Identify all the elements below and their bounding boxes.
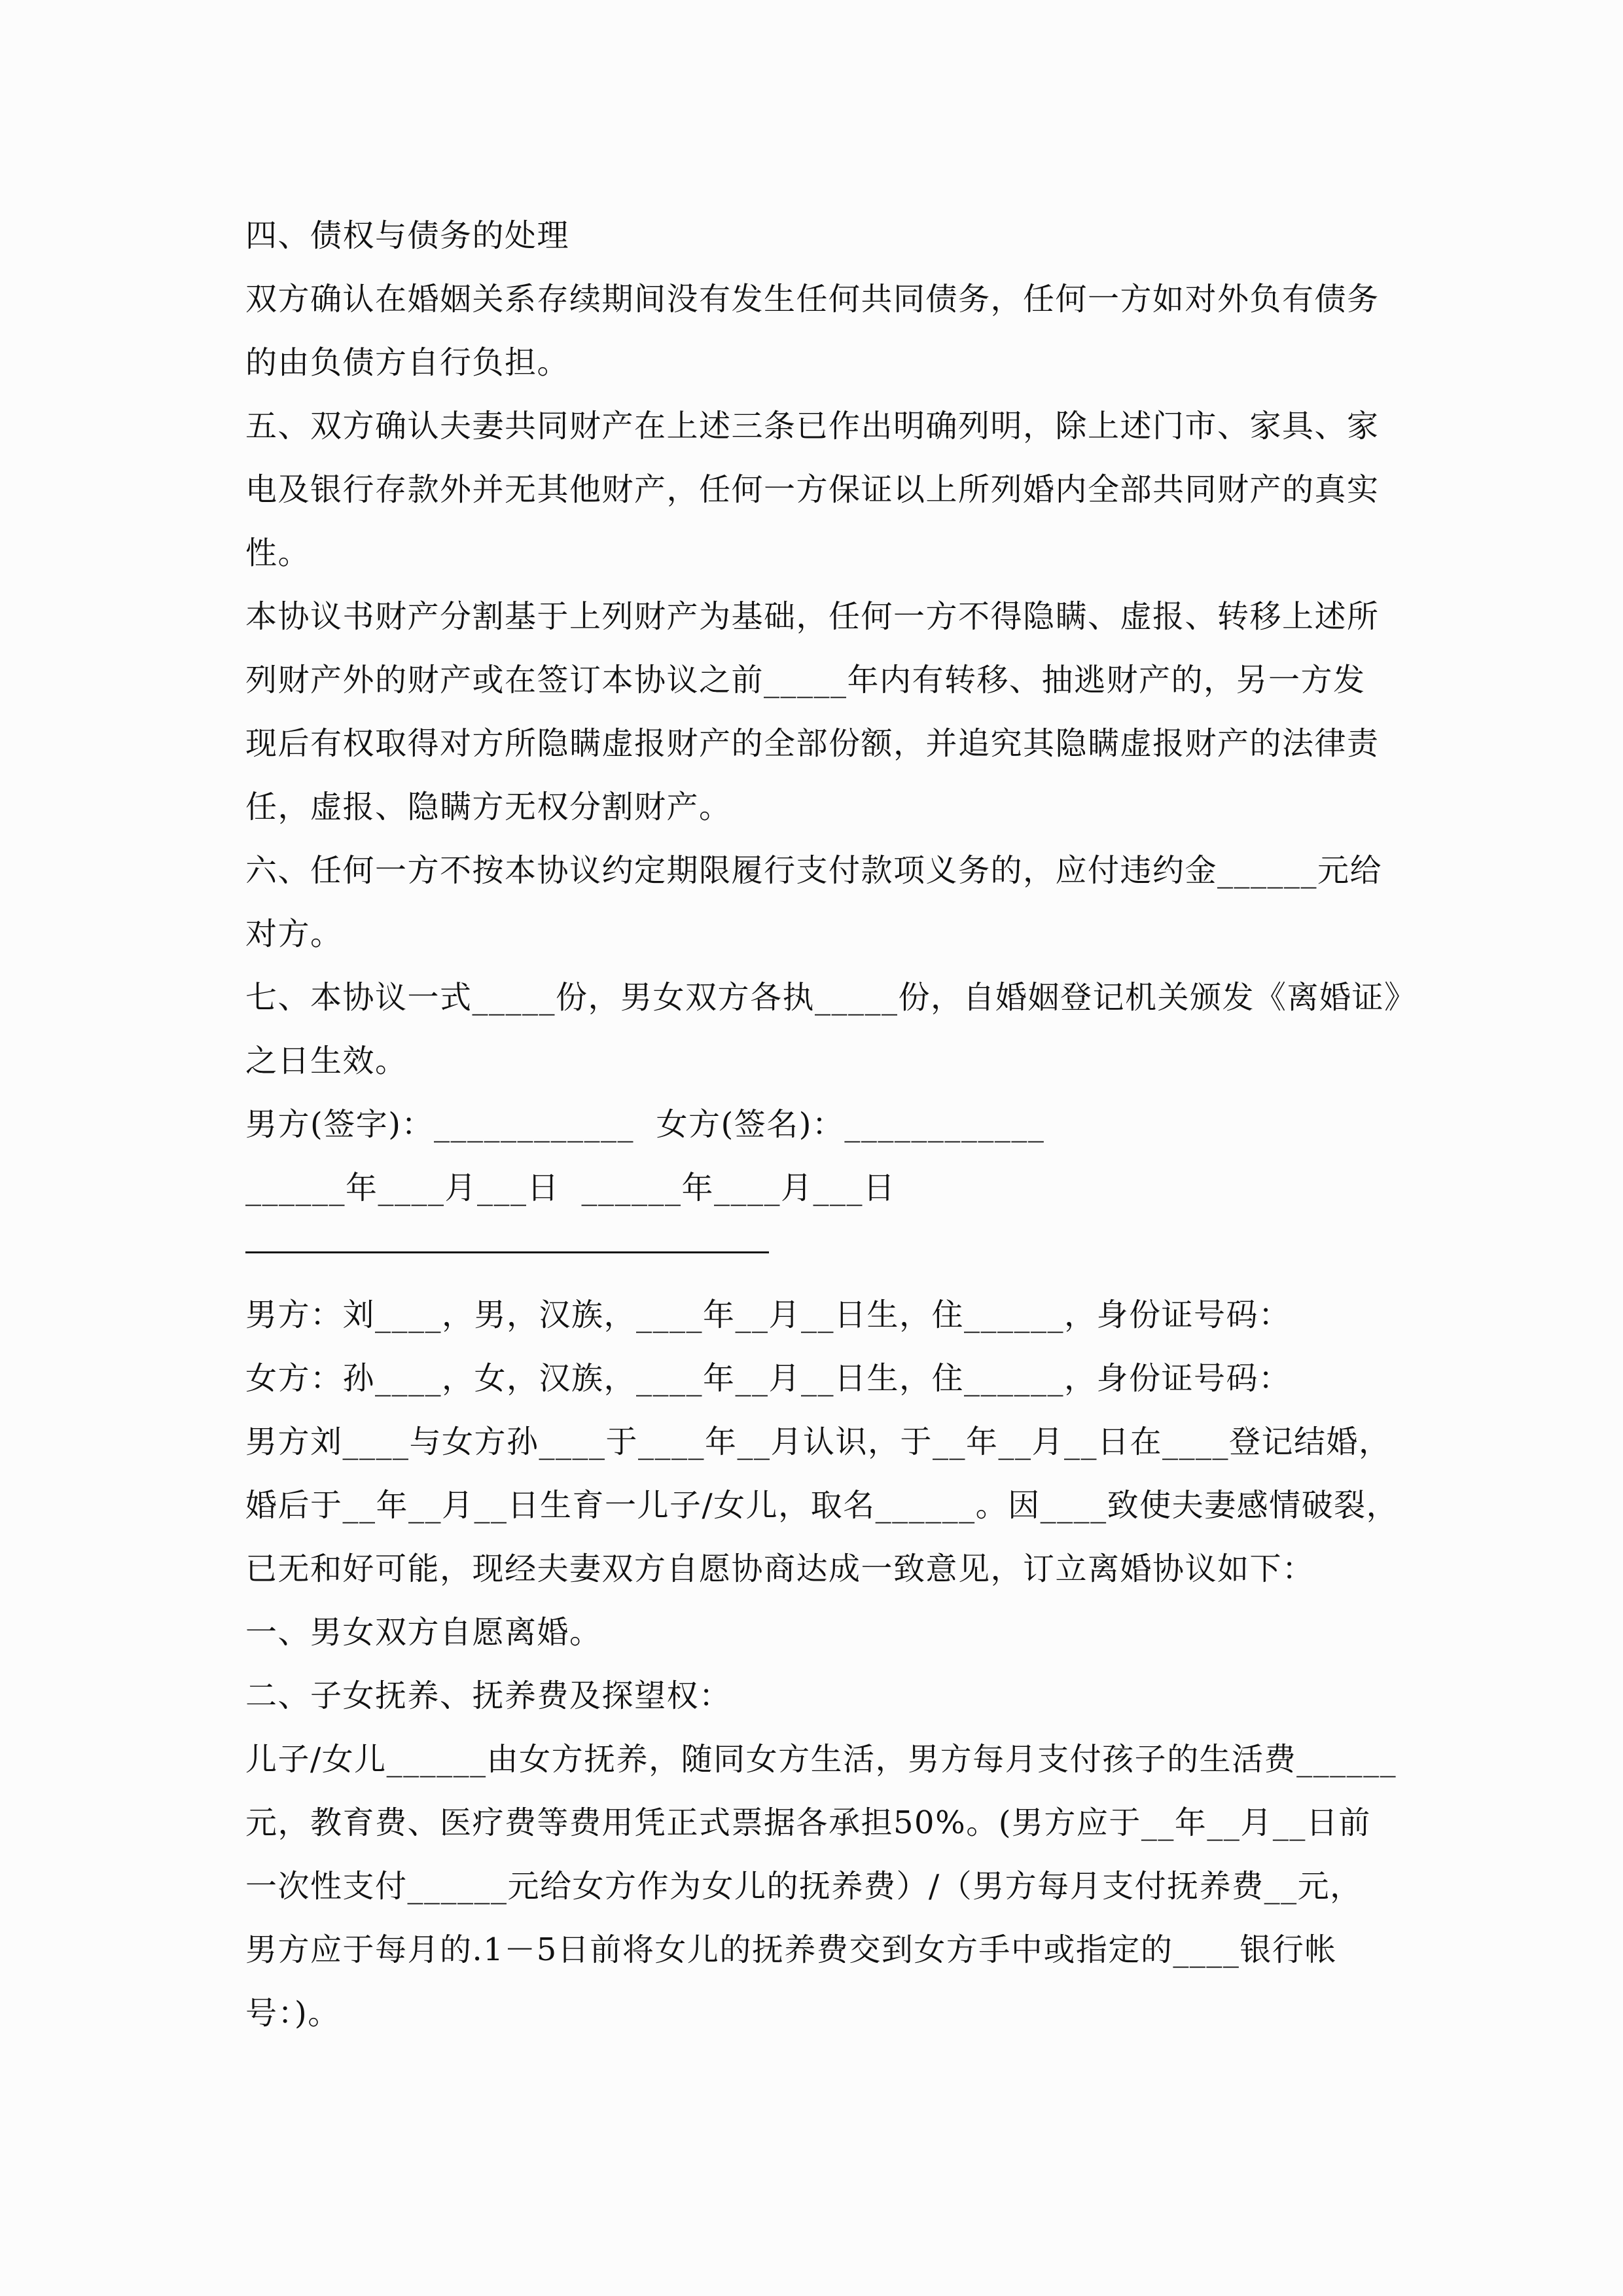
section-seven-line: 七、本协议一式_____份，男女双方各执_____份，自婚姻登记机关颁发《离婚证》 <box>245 979 1417 1016</box>
paragraph-line: 元，教育费、医疗费等费用凭正式票据各承担50%。(男方应于__年__月__日前 <box>245 1804 1371 1841</box>
clause-one-line: 一、男女双方自愿离婚。 <box>245 1614 602 1651</box>
paragraph-line: 的由负债方自行负担。 <box>245 344 570 381</box>
signature-date-line: ______年____月___日 ______年____月___日 <box>245 1170 896 1206</box>
paragraph-line: 男方应于每月的.1－5日前将女儿的抚养费交到女方手中或指定的____银行帐 <box>245 1931 1337 1968</box>
paragraph-line: 号：)。 <box>245 1995 340 2032</box>
paragraph-line: 本协议书财产分割基于上列财产为基础，任何一方不得隐瞒、虚报、转移上述所 <box>245 598 1380 635</box>
paragraph-line: 男方刘____与女方孙____于____年__月认识，于__年__月__日在____登记结婚， <box>245 1424 1391 1460</box>
paragraph-line: 性。 <box>245 535 311 571</box>
separator-rule-stroke <box>245 1251 769 1253</box>
section-heading-debts: 四、债权与债务的处理 <box>245 217 570 254</box>
paragraph-line: 对方。 <box>245 916 343 952</box>
paragraph-line: 婚后于__年__月__日生育一儿子/女儿，取名______。因____致使夫妻感情破裂， <box>245 1487 1399 1524</box>
paragraph-line: 已无和好可能，现经夫妻双方自愿协商达成一致意见，订立离婚协议如下： <box>245 1551 1315 1587</box>
paragraph-line: 儿子/女儿______由女方抚养，随同女方生活，男方每月支付孩子的生活费______ <box>245 1741 1397 1778</box>
paragraph-line: 之日生效。 <box>245 1043 408 1079</box>
paragraph-line: 电及银行存款外并无其他财产，任何一方保证以上所列婚内全部共同财产的真实 <box>245 471 1380 508</box>
paragraph-line: 现后有权取得对方所隐瞒虚报财产的全部份额，并追究其隐瞒虚报财产的法律责 <box>245 725 1380 762</box>
section-five-line: 五、双方确认夫妻共同财产在上述三条已作出明确列明，除上述门市、家具、家 <box>245 408 1380 444</box>
paragraph-line: 一次性支付______元给女方作为女儿的抚养费）/（男方每月支付抚养费__元， <box>245 1868 1363 1905</box>
paragraph-line: 列财产外的财产或在签订本协议之前_____年内有转移、抽逃财产的，另一方发 <box>245 662 1366 698</box>
paragraph-line: 双方确认在婚姻关系存续期间没有发生任何共同债务，任何一方如对外负有债务 <box>245 281 1380 317</box>
document-page <box>245 204 1417 2045</box>
separator-rule <box>245 1220 1384 1283</box>
husband-info-line: 男方：刘____，男，汉族，____年__月__日生，住______，身份证号码： <box>245 1297 1291 1333</box>
signature-line: 男方(签字)：____________ 女方(签名)：____________ <box>245 1106 1045 1143</box>
paragraph-line: 任，虚报、隐瞒方无权分割财产。 <box>245 789 732 825</box>
wife-info-line: 女方：孙____，女，汉族，____年__月__日生，住______，身份证号码： <box>245 1360 1291 1397</box>
clause-two-heading: 二、子女抚养、抚养费及探望权： <box>245 1677 732 1714</box>
section-six-line: 六、任何一方不按本协议约定期限履行支付款项义务的，应付违约金______元给 <box>245 852 1383 889</box>
